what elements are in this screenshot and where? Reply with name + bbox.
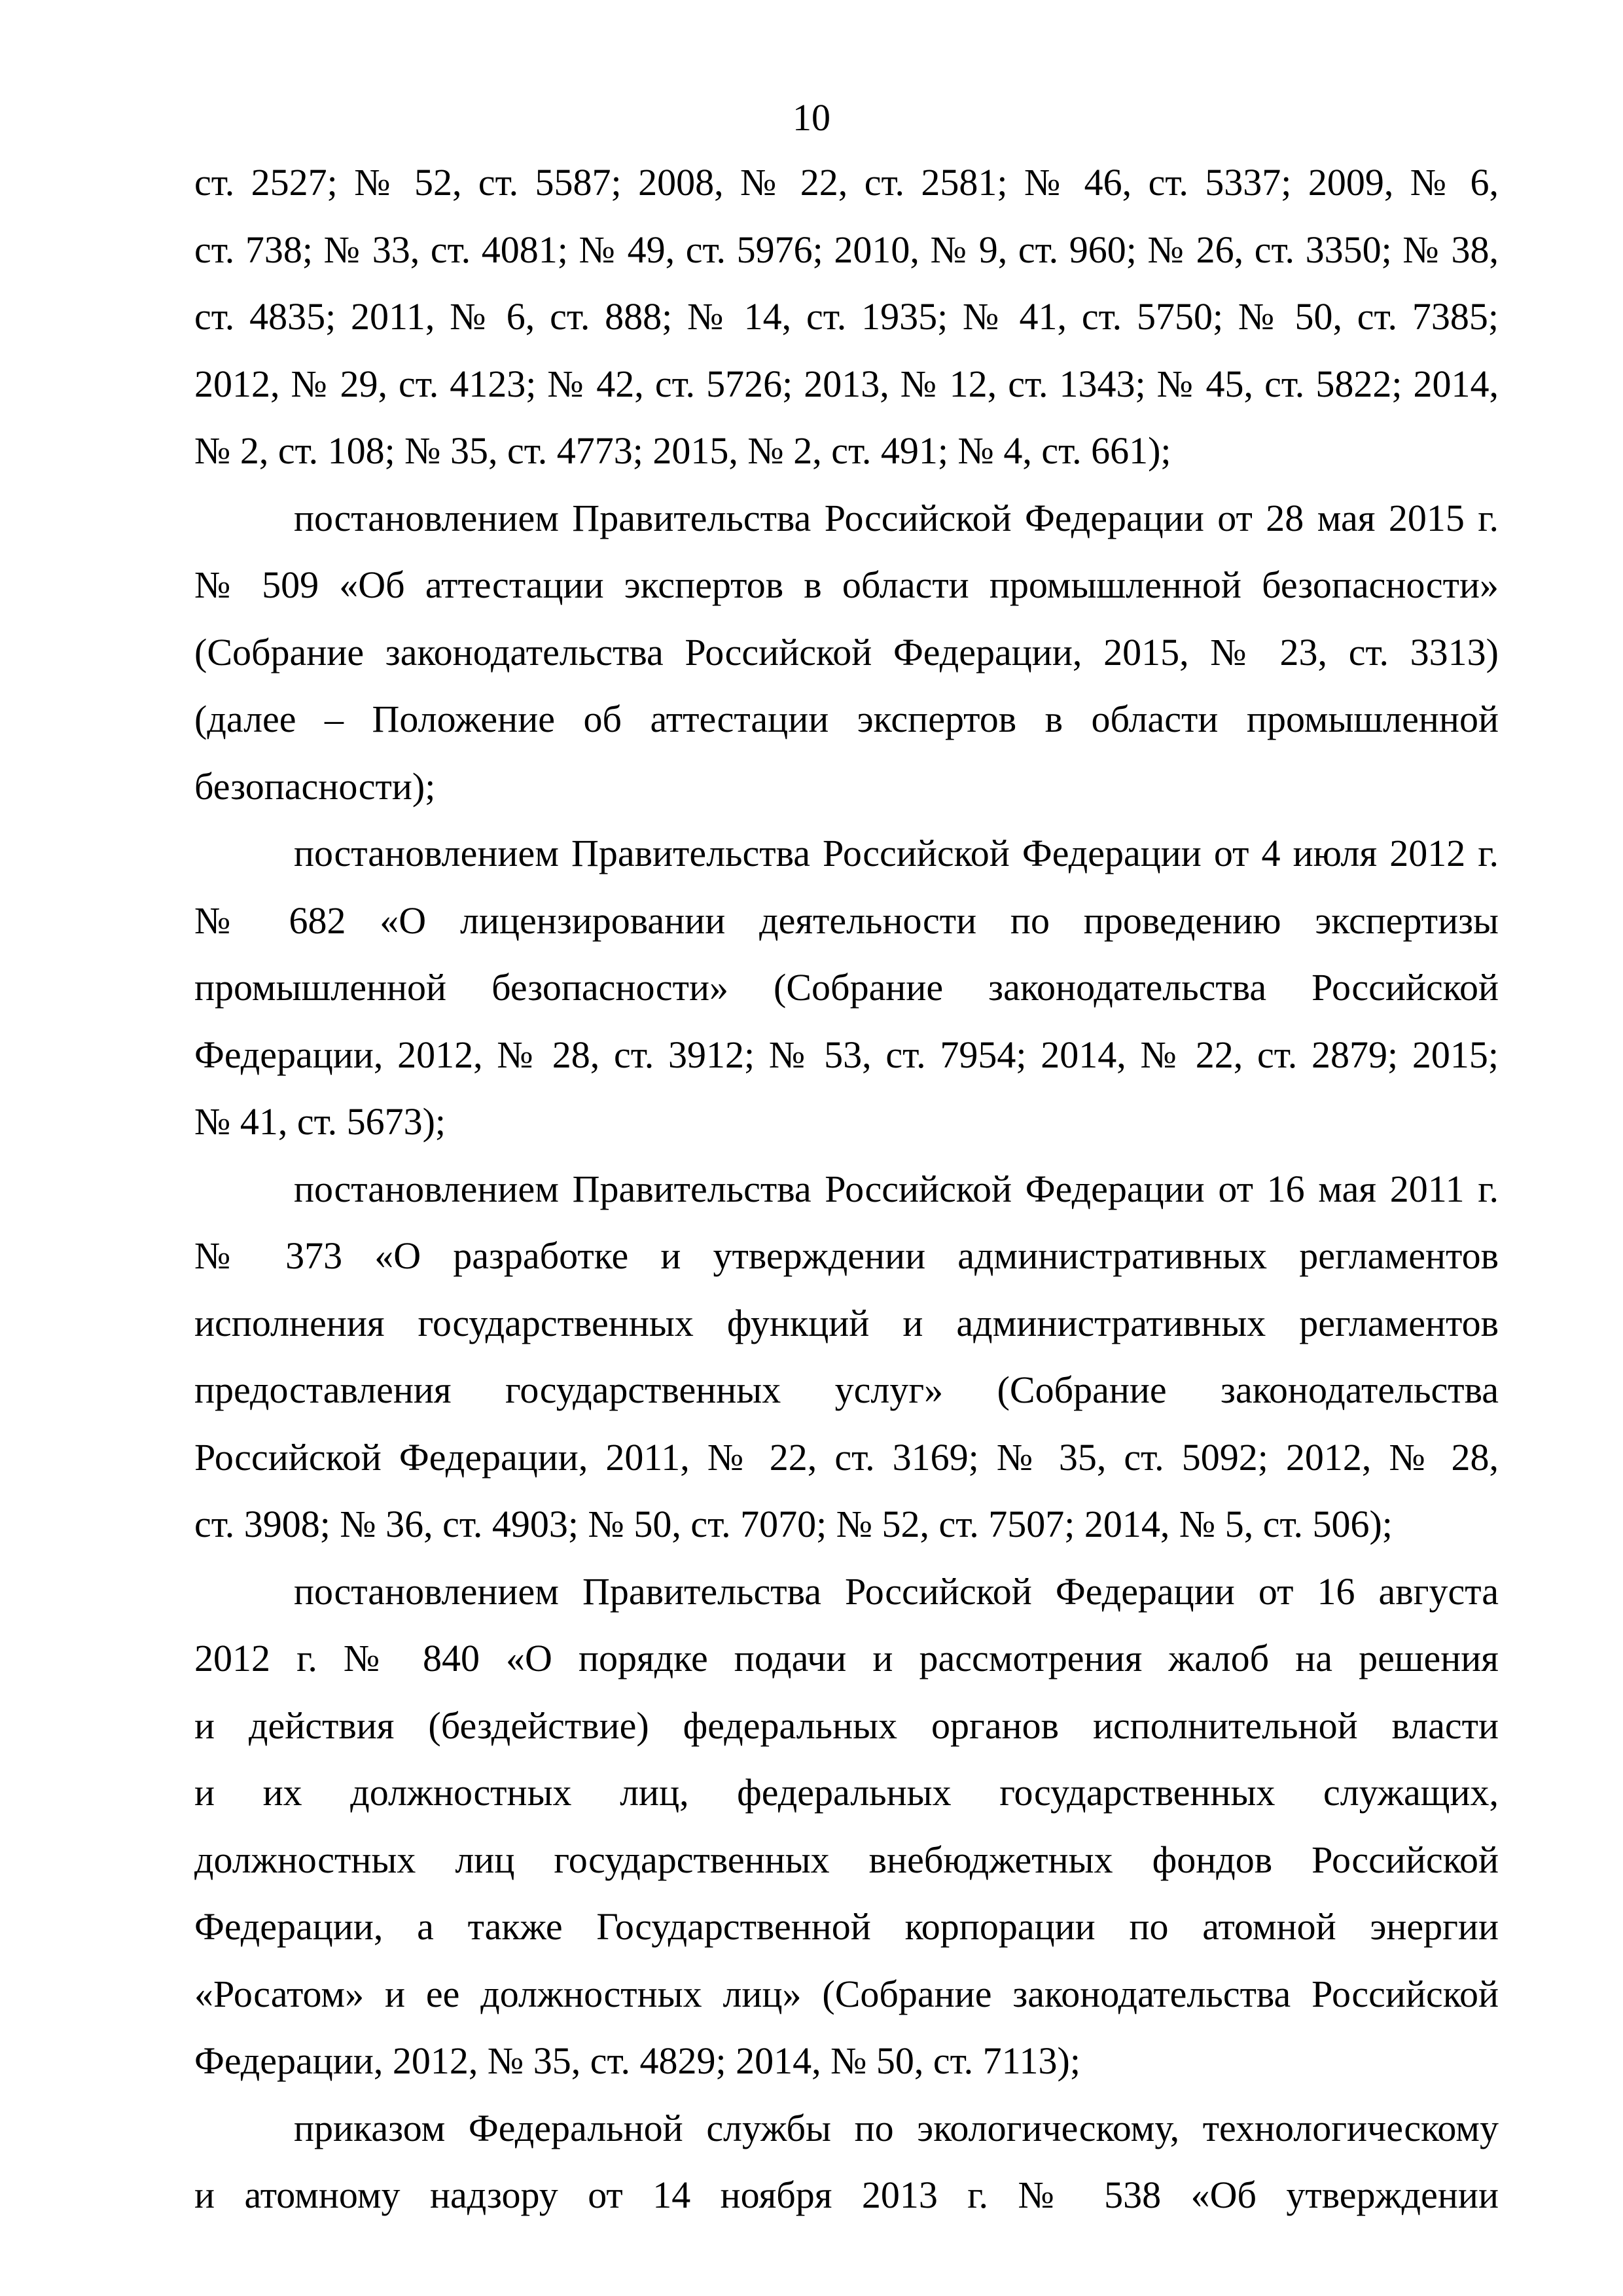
text-line: безопасности); bbox=[194, 764, 436, 808]
text-line: «Росатом» и ее должностных лиц» (Собрание законодательства Российской bbox=[194, 1972, 1499, 2015]
paragraph bbox=[194, 1558, 1499, 2095]
text-line: ст. 3908; № 36, ст. 4903; № 50, ст. 7070; № 52, ст. 7507; 2014, № 5, ст. 506); bbox=[194, 1503, 1393, 1545]
text-line: № 373 «О разработке и утверждении административных регламентов bbox=[194, 1234, 1499, 1277]
paragraph bbox=[194, 1156, 1499, 1558]
text-line: постановлением Правительства Российской Федерации от 16 мая 2011 г. bbox=[294, 1167, 1499, 1210]
text-line: постановлением Правительства Российской Федерации от 4 июля 2012 г. bbox=[294, 832, 1499, 874]
text-line: № 682 «О лицензировании деятельности по проведению экспертизы bbox=[194, 899, 1499, 942]
paragraph bbox=[194, 2095, 1499, 2229]
paragraph bbox=[194, 485, 1499, 821]
paragraph bbox=[194, 149, 1499, 485]
text-line: должностных лиц государственных внебюджетных фондов Российской bbox=[194, 1838, 1499, 1881]
text-line: постановлением Правительства Российской Федерации от 16 августа bbox=[294, 1570, 1499, 1613]
text-line: № 509 «Об аттестации экспертов в области промышленной безопасности» bbox=[194, 564, 1499, 606]
text-line: постановлением Правительства Российской Федерации от 28 мая 2015 г. bbox=[294, 496, 1499, 539]
text-line: Федерации, 2012, № 35, ст. 4829; 2014, № 50, ст. 7113); bbox=[194, 2039, 1080, 2082]
text-line: Федерации, 2012, № 28, ст. 3912; № 53, ст. 7954; 2014, № 22, ст. 2879; 2015; bbox=[194, 1033, 1499, 1076]
text-line: предоставления государственных услуг» (Собрание законодательства bbox=[194, 1369, 1499, 1411]
text-line: Федерации, а также Государственной корпорации по атомной энергии bbox=[194, 1905, 1499, 1948]
page-number: 10 bbox=[793, 96, 830, 139]
text-line: и их должностных лиц, федеральных государственных служащих, bbox=[194, 1771, 1499, 1814]
text-line: Российской Федерации, 2011, № 22, ст. 3169; № 35, ст. 5092; 2012, № 28, bbox=[194, 1435, 1499, 1479]
text-line: 2012, № 29, ст. 4123; № 42, ст. 5726; 2013, № 12, ст. 1343; № 45, ст. 5822; 2014, bbox=[194, 362, 1499, 405]
paragraph bbox=[194, 820, 1499, 1156]
text-line: ст. 738; № 33, ст. 4081; № 49, ст. 5976; 2010, № 9, ст. 960; № 26, ст. 3350; № 38, bbox=[194, 228, 1499, 271]
text-line: промышленной безопасности» (Собрание законодательства Российской bbox=[194, 966, 1499, 1009]
document-body bbox=[194, 149, 1499, 2229]
text-line: и действия (бездействие) федеральных органов исполнительной власти bbox=[194, 1704, 1499, 1747]
text-line: № 2, ст. 108; № 35, ст. 4773; 2015, № 2, ст. 491; № 4, ст. 661); bbox=[194, 429, 1171, 472]
text-line: ст. 4835; 2011, № 6, ст. 888; № 14, ст. 1935; № 41, ст. 5750; № 50, ст. 7385; bbox=[194, 295, 1499, 338]
text-line: ст. 2527; № 52, ст. 5587; 2008, № 22, ст. 2581; № 46, ст. 5337; 2009, № 6, bbox=[194, 161, 1499, 204]
text-line: и атомному надзору от 14 ноября 2013 г. № 538 «Об утверждении bbox=[194, 2174, 1499, 2216]
text-line: исполнения государственных функций и административных регламентов bbox=[194, 1301, 1499, 1344]
text-line: (далее – Положение об аттестации экспертов в области промышленной bbox=[194, 698, 1499, 740]
text-line: № 41, ст. 5673); bbox=[194, 1100, 446, 1143]
text-line: (Собрание законодательства Российской Федерации, 2015, № 23, ст. 3313) bbox=[194, 630, 1499, 673]
text-line: приказом Федеральной службы по экологическому, технологическому bbox=[294, 2106, 1499, 2149]
text-line: 2012 г. № 840 «О порядке подачи и рассмотрения жалоб на решения bbox=[194, 1637, 1499, 1679]
